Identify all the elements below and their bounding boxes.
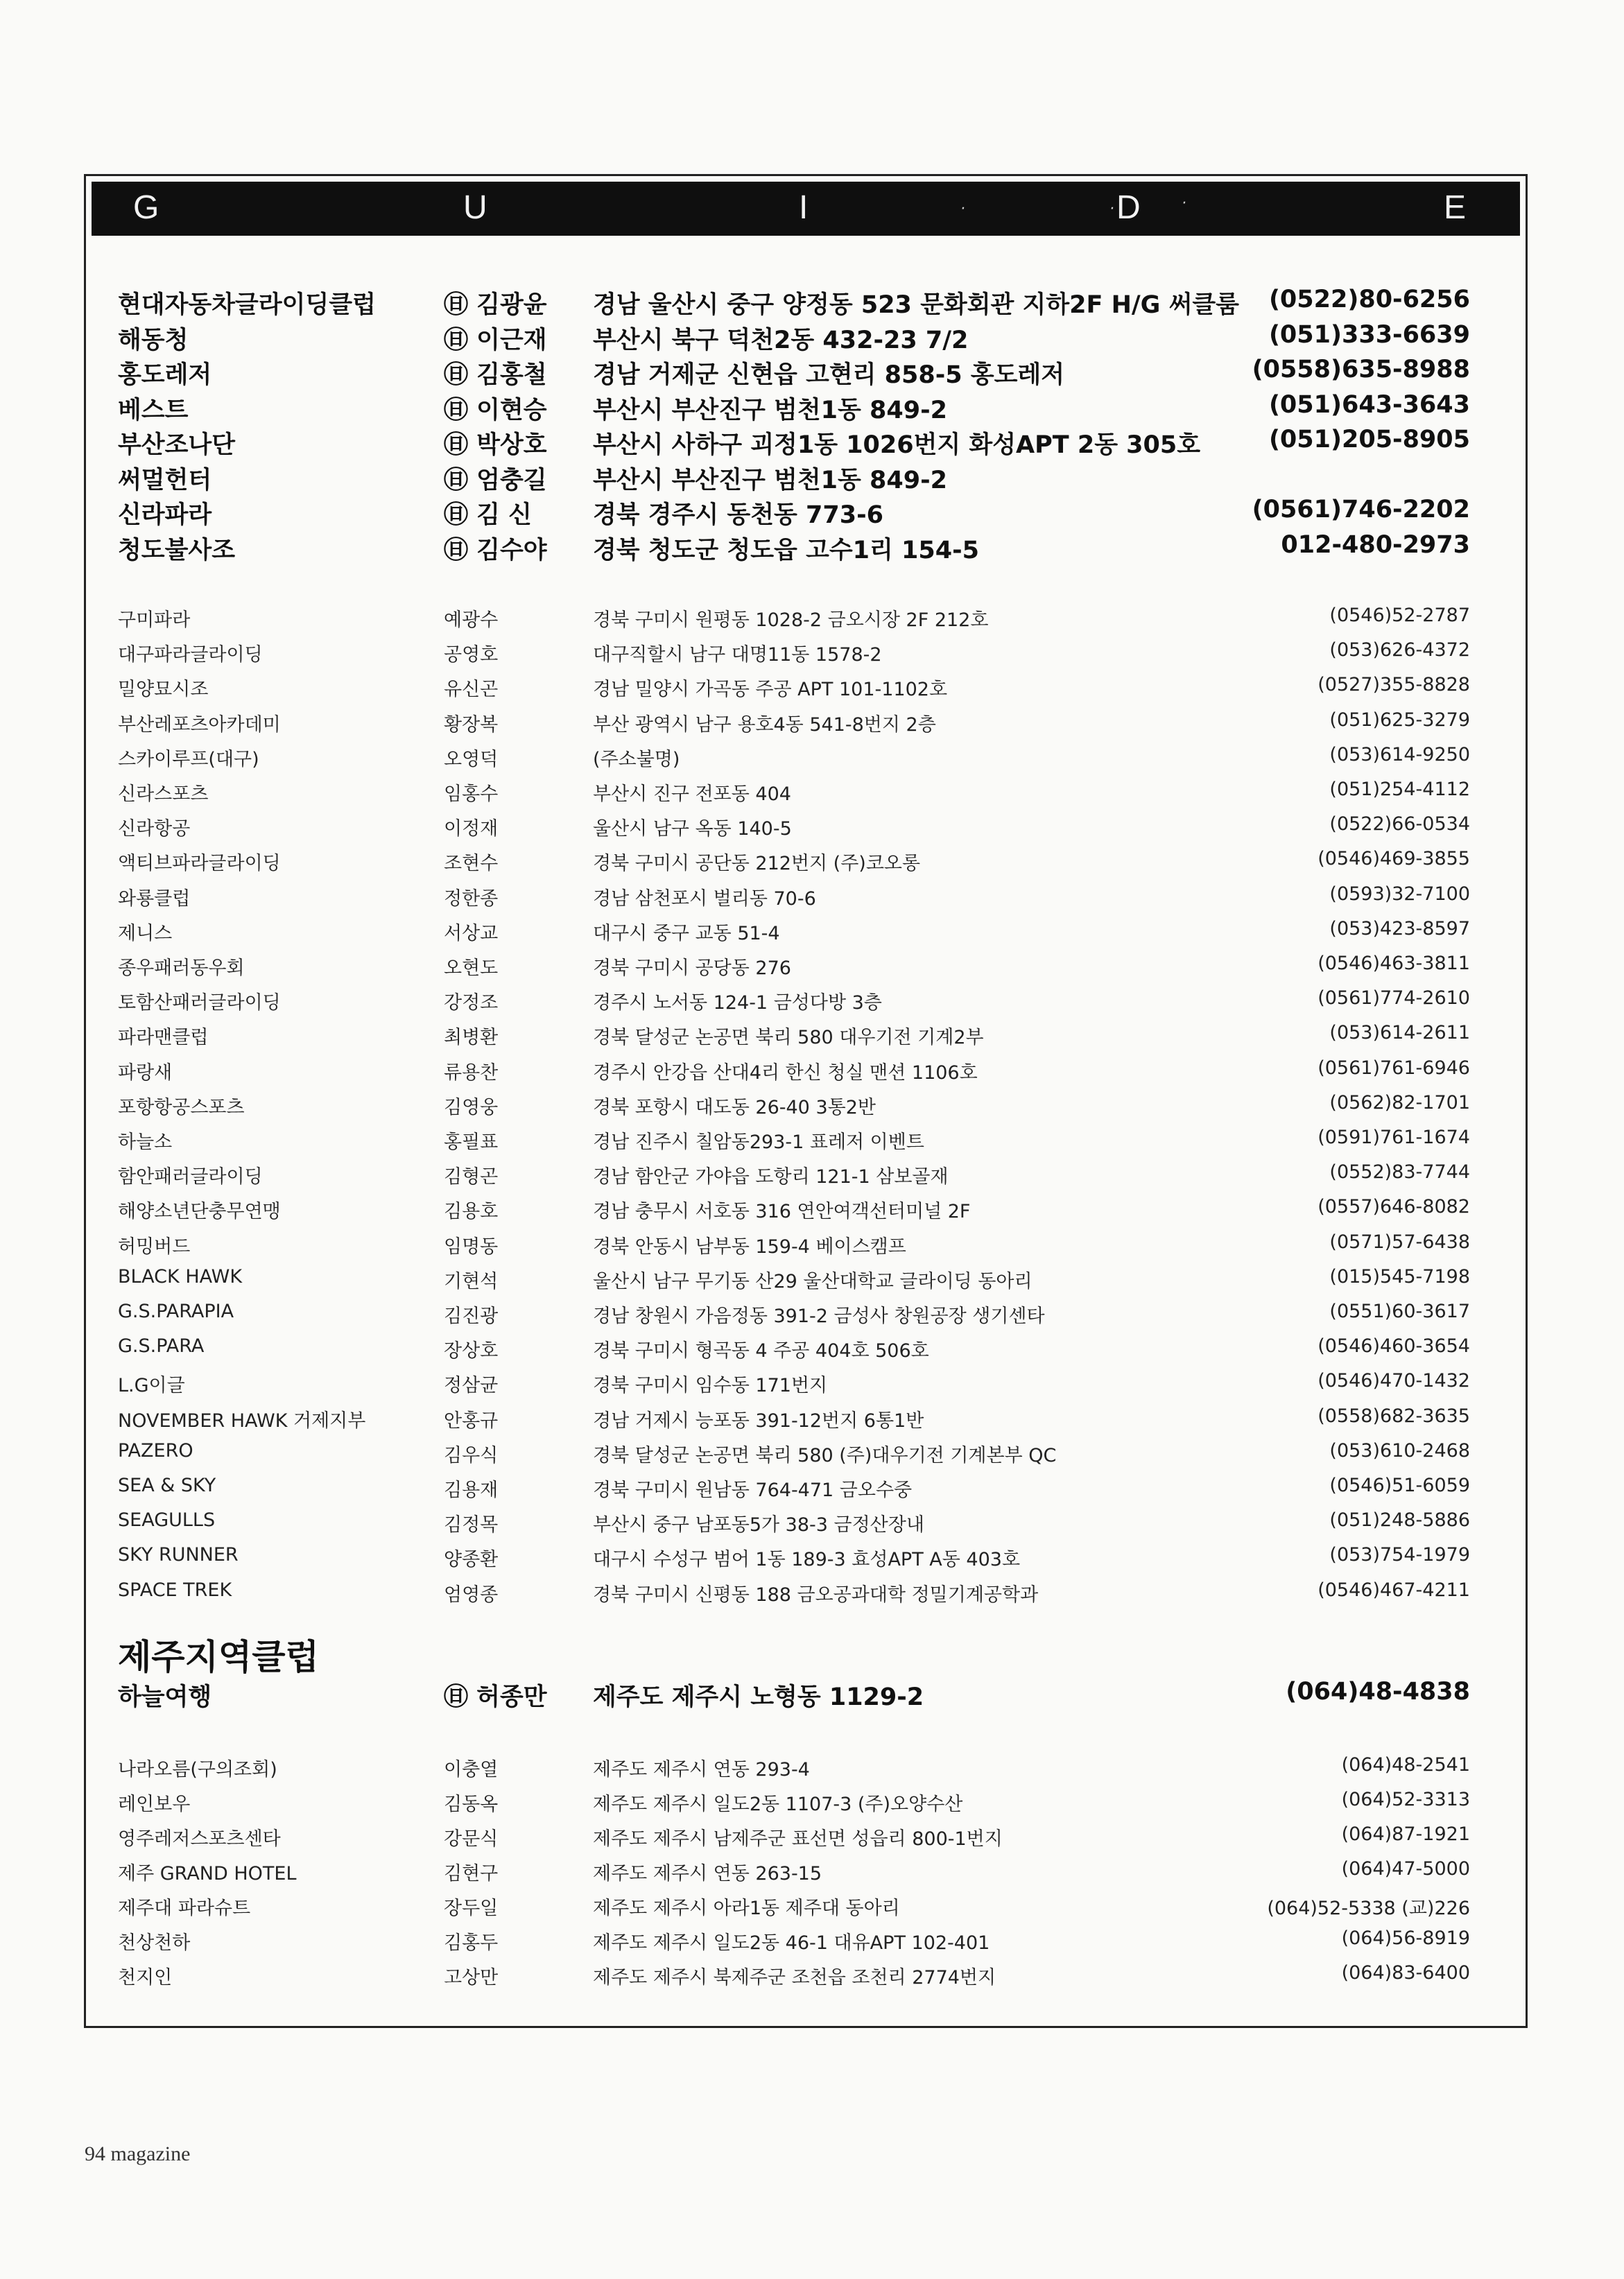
jeju-minor-club-club: 제주 GRAND HOTEL bbox=[118, 1863, 297, 1884]
minor-club-contact: 유신곤 bbox=[444, 679, 499, 701]
jeju-major-club-phone: (064)48-4838 bbox=[1286, 1678, 1470, 1706]
minor-club-contact: 양종환 bbox=[444, 1549, 499, 1571]
jeju-minor-club-contact: 장두일 bbox=[444, 1898, 499, 1919]
jeju-minor-club-phone: (064)52-5338 (교)226 bbox=[1267, 1898, 1470, 1919]
minor-club-address: 경북 포항시 대도동 26-40 3통2반 bbox=[593, 1096, 876, 1118]
major-club-address: 경남 거제군 신현읍 고현리 858-5 홍도레저 bbox=[593, 361, 1065, 389]
minor-club-contact: 김용재 bbox=[444, 1480, 499, 1501]
jeju-minor-club-phone: (064)48-2541 bbox=[1341, 1754, 1470, 1776]
minor-club-phone: (0593)32-7100 bbox=[1329, 883, 1470, 905]
minor-club-contact: 조현수 bbox=[444, 853, 499, 875]
major-club-club: 써멀헌터 bbox=[118, 466, 212, 494]
minor-club-phone: (0561)774-2610 bbox=[1318, 987, 1470, 1009]
jeju-minor-club-club: 레인보우 bbox=[118, 1794, 191, 1815]
minor-club-contact: 강정조 bbox=[444, 992, 499, 1014]
minor-club-address: 경주시 노서동 124-1 금성다방 3층 bbox=[593, 992, 882, 1014]
minor-club-club: SEA & SKY bbox=[118, 1475, 216, 1496]
major-club-contact: ㊐ 박상호 bbox=[444, 431, 547, 459]
minor-club-phone: (0527)355-8828 bbox=[1318, 674, 1470, 696]
minor-club-contact: 홍필표 bbox=[444, 1132, 499, 1153]
jeju-minor-club-club: 나라오름(구의조회) bbox=[118, 1759, 277, 1780]
major-club-club: 부산조나단 bbox=[118, 431, 236, 459]
minor-club-address: 경남 충무시 서호동 316 연안여객선터미널 2F bbox=[593, 1201, 971, 1223]
major-club-contact: ㊐ 김 신 bbox=[444, 501, 532, 529]
minor-club-address: 경남 함안군 가야읍 도항리 121-1 삼보골재 bbox=[593, 1166, 949, 1188]
minor-club-contact: 김정목 bbox=[444, 1514, 499, 1536]
minor-club-address: 경북 구미시 공당동 276 bbox=[593, 957, 791, 979]
minor-club-contact: 김진광 bbox=[444, 1306, 499, 1327]
minor-club-address: 경남 밀양시 가곡동 주공 APT 101-1102호 bbox=[593, 679, 948, 701]
minor-club-club: SPACE TREK bbox=[118, 1579, 232, 1601]
minor-club-club: 토함산패러글라이딩 bbox=[118, 992, 281, 1014]
minor-club-phone: (0546)52-2787 bbox=[1329, 605, 1470, 626]
jeju-minor-club-contact: 김동옥 bbox=[444, 1794, 499, 1815]
minor-club-club: 하늘소 bbox=[118, 1132, 173, 1153]
jeju-minor-club-club: 영주레저스포츠센타 bbox=[118, 1828, 281, 1850]
minor-club-phone: (0546)463-3811 bbox=[1318, 953, 1470, 974]
major-club-club: 해동청 bbox=[118, 326, 189, 354]
minor-club-contact: 류용찬 bbox=[444, 1061, 499, 1084]
minor-club-club: BLACK HAWK bbox=[118, 1265, 243, 1288]
minor-club-contact: 예광수 bbox=[444, 609, 499, 631]
minor-club-phone: (053)754-1979 bbox=[1329, 1544, 1470, 1566]
minor-club-phone: (0558)682-3635 bbox=[1318, 1405, 1470, 1427]
minor-club-club: 신라항공 bbox=[118, 818, 191, 840]
minor-club-phone: (053)614-2611 bbox=[1329, 1022, 1470, 1044]
jeju-minor-club-phone: (064)87-1921 bbox=[1341, 1823, 1470, 1845]
jeju-section-title: 제주지역클럽 bbox=[118, 1637, 319, 1677]
minor-club-contact: 엄영종 bbox=[444, 1584, 499, 1606]
major-club-club: 신라파라 bbox=[118, 501, 212, 529]
minor-club-address: 경북 구미시 원평동 1028-2 금오시장 2F 212호 bbox=[593, 609, 989, 631]
major-club-contact: ㊐ 이근재 bbox=[444, 326, 547, 354]
minor-club-phone: (0546)51-6059 bbox=[1329, 1475, 1470, 1496]
minor-club-address: 경남 거제시 능포동 391-12번지 6통1반 bbox=[593, 1410, 924, 1432]
jeju-minor-club-contact: 김홍두 bbox=[444, 1932, 499, 1954]
minor-club-contact: 오영덕 bbox=[444, 748, 499, 770]
jeju-minor-club-address: 제주도 제주시 연동 293-4 bbox=[593, 1759, 810, 1780]
minor-club-club: G.S.PARAPIA bbox=[118, 1301, 234, 1322]
minor-club-phone: (015)545-7198 bbox=[1329, 1265, 1470, 1288]
jeju-minor-club-address: 제주도 제주시 북제주군 조천읍 조천리 2774번지 bbox=[593, 1967, 996, 1988]
major-club-address: 부산시 사하구 괴정1동 1026번지 화성APT 2동 305호 bbox=[593, 431, 1201, 459]
minor-club-contact: 정한종 bbox=[444, 887, 499, 910]
major-club-phone: 012-480-2973 bbox=[1281, 530, 1470, 559]
major-club-address: 부산시 부산진구 범천1동 849-2 bbox=[593, 466, 947, 494]
minor-club-contact: 오현도 bbox=[444, 957, 499, 979]
minor-club-address: 경주시 안강읍 산대4리 한신 청실 맨션 1106호 bbox=[593, 1061, 978, 1084]
minor-club-address: 경북 구미시 공단동 212번지 (주)코오롱 bbox=[593, 853, 921, 875]
minor-club-phone: (0561)761-6946 bbox=[1318, 1057, 1470, 1079]
minor-club-contact: 이정재 bbox=[444, 818, 499, 840]
minor-club-address: 부산 광역시 남구 용호4동 541-8번지 2층 bbox=[593, 713, 936, 736]
minor-club-phone: (053)614-9250 bbox=[1329, 743, 1470, 765]
major-club-phone: (0561)746-2202 bbox=[1252, 496, 1470, 523]
jeju-minor-club-contact: 강문식 bbox=[444, 1828, 499, 1850]
minor-club-address: 경북 안동시 남부동 159-4 베이스캠프 bbox=[593, 1236, 906, 1258]
minor-club-contact: 공영호 bbox=[444, 644, 499, 666]
minor-club-address: 경북 달성군 논공면 북리 580 (주)대우기전 기계본부 QC bbox=[593, 1444, 1057, 1466]
minor-club-phone: (051)625-3279 bbox=[1329, 709, 1470, 731]
minor-club-club: 액티브파라글라이딩 bbox=[118, 853, 281, 875]
minor-club-phone: (0522)66-0534 bbox=[1329, 813, 1470, 835]
jeju-minor-club-contact: 고상만 bbox=[444, 1967, 499, 1988]
jeju-minor-club-address: 제주도 제주시 남제주군 표선면 성읍리 800-1번지 bbox=[593, 1828, 1003, 1850]
minor-club-club: NOVEMBER HAWK 거제지부 bbox=[118, 1410, 366, 1432]
minor-club-phone: (051)248-5886 bbox=[1329, 1509, 1470, 1532]
minor-club-phone: (0591)761-1674 bbox=[1318, 1127, 1470, 1148]
jeju-minor-club-phone: (064)52-3313 bbox=[1341, 1789, 1470, 1810]
minor-club-club: 포항항공스포츠 bbox=[118, 1096, 245, 1118]
major-club-club: 현대자동차글라이딩클럽 bbox=[118, 291, 376, 319]
minor-club-club: 파랑새 bbox=[118, 1061, 173, 1084]
minor-club-address: 경북 구미시 임수동 171번지 bbox=[593, 1375, 828, 1397]
minor-club-club: 해양소년단충무연맹 bbox=[118, 1201, 281, 1223]
minor-club-club: 구미파라 bbox=[118, 609, 191, 631]
jeju-minor-club-club: 천지인 bbox=[118, 1967, 173, 1988]
header-letter-d: D bbox=[1116, 189, 1141, 226]
minor-club-contact: 최병환 bbox=[444, 1027, 499, 1049]
minor-club-club: SEAGULLS bbox=[118, 1509, 216, 1532]
jeju-minor-club-address: 제주도 제주시 연동 263-15 bbox=[593, 1863, 822, 1884]
jeju-minor-club-club: 제주대 파라슈트 bbox=[118, 1898, 251, 1919]
minor-club-address: 경남 진주시 칠암동293-1 표레저 이벤트 bbox=[593, 1132, 924, 1153]
jeju-minor-club-phone: (064)83-6400 bbox=[1341, 1962, 1470, 1984]
major-club-address: 경남 울산시 중구 양정동 523 문화회관 지하2F H/G 써클룸 bbox=[593, 291, 1239, 319]
minor-club-contact: 김용호 bbox=[444, 1201, 499, 1223]
minor-club-contact: 김우식 bbox=[444, 1444, 499, 1466]
minor-club-club: 와룡클럽 bbox=[118, 887, 191, 910]
minor-club-contact: 임명동 bbox=[444, 1236, 499, 1258]
header-letter-i: I bbox=[799, 189, 809, 226]
minor-club-contact: 서상교 bbox=[444, 922, 499, 944]
minor-club-contact: 황장복 bbox=[444, 713, 499, 736]
major-club-contact: ㊐ 이현승 bbox=[444, 396, 547, 424]
minor-club-contact: 김형곤 bbox=[444, 1166, 499, 1188]
minor-club-contact: 임홍수 bbox=[444, 783, 499, 805]
minor-club-contact: 장상호 bbox=[444, 1340, 499, 1362]
major-club-phone: (0558)635-8988 bbox=[1252, 356, 1470, 383]
minor-club-contact: 기현석 bbox=[444, 1270, 499, 1292]
minor-club-address: (주소불명) bbox=[593, 748, 680, 770]
major-club-phone: (051)643-3643 bbox=[1268, 390, 1470, 419]
minor-club-address: 대구시 중구 교동 51-4 bbox=[593, 922, 780, 944]
minor-club-address: 대구직할시 남구 대명11동 1578-2 bbox=[593, 644, 882, 666]
header-letter-u: U bbox=[463, 189, 487, 226]
minor-club-club: 파라맨클럽 bbox=[118, 1027, 209, 1049]
header-letter-e: E bbox=[1444, 189, 1467, 226]
minor-club-address: 대구시 수성구 범어 1동 189-3 효성APT A동 403호 bbox=[593, 1549, 1021, 1571]
minor-club-phone: (0546)470-1432 bbox=[1318, 1370, 1470, 1392]
minor-club-phone: (0562)82-1701 bbox=[1329, 1091, 1470, 1113]
minor-club-club: 스카이루프(대구) bbox=[118, 748, 259, 770]
jeju-minor-club-contact: 김현구 bbox=[444, 1863, 499, 1884]
minor-club-address: 울산시 남구 옥동 140-5 bbox=[593, 818, 792, 840]
minor-club-club: PAZERO bbox=[118, 1439, 193, 1462]
jeju-minor-club-phone: (064)47-5000 bbox=[1341, 1858, 1470, 1880]
major-club-address: 경북 경주시 동천동 773-6 bbox=[593, 501, 883, 529]
minor-club-address: 경남 삼천포시 벌리동 70-6 bbox=[593, 887, 816, 910]
jeju-minor-club-address: 제주도 제주시 아라1동 제주대 동아리 bbox=[593, 1898, 900, 1919]
jeju-minor-club-address: 제주도 제주시 일도2동 1107-3 (주)오양수산 bbox=[593, 1794, 963, 1815]
major-club-club: 베스트 bbox=[118, 396, 189, 424]
minor-club-contact: 김영웅 bbox=[444, 1096, 499, 1118]
jeju-major-club-contact: ㊐ 허종만 bbox=[444, 1683, 547, 1711]
minor-club-club: G.S.PARA bbox=[118, 1335, 205, 1358]
minor-club-phone: (053)626-4372 bbox=[1329, 639, 1470, 661]
minor-club-club: SKY RUNNER bbox=[118, 1544, 239, 1566]
major-club-contact: ㊐ 김광윤 bbox=[444, 291, 547, 319]
minor-club-club: 제니스 bbox=[118, 922, 173, 944]
minor-club-address: 경북 구미시 형곡동 4 주공 404호 506호 bbox=[593, 1340, 929, 1362]
minor-club-address: 부산시 진구 전포동 404 bbox=[593, 783, 791, 805]
minor-club-club: 허밍버드 bbox=[118, 1236, 191, 1258]
minor-club-phone: (053)423-8597 bbox=[1329, 917, 1470, 939]
minor-club-address: 경북 구미시 원남동 764-471 금오수중 bbox=[593, 1480, 913, 1501]
minor-club-phone: (0546)460-3654 bbox=[1318, 1335, 1470, 1358]
minor-club-phone: (053)610-2468 bbox=[1329, 1439, 1470, 1462]
major-club-address: 부산시 북구 덕천2동 432-23 7/2 bbox=[593, 326, 969, 354]
minor-club-address: 경북 구미시 신평동 188 금오공과대학 정밀기계공학과 bbox=[593, 1584, 1039, 1606]
minor-club-phone: (0546)467-4211 bbox=[1318, 1579, 1470, 1601]
jeju-minor-club-contact: 이충열 bbox=[444, 1759, 499, 1780]
jeju-minor-club-address: 제주도 제주시 일도2동 46-1 대유APT 102-401 bbox=[593, 1932, 990, 1954]
minor-club-phone: (0552)83-7744 bbox=[1329, 1161, 1470, 1184]
minor-club-phone: (051)254-4112 bbox=[1329, 779, 1470, 800]
minor-club-club: 신라스포츠 bbox=[118, 783, 209, 805]
minor-club-club: 함안패러글라이딩 bbox=[118, 1166, 263, 1188]
major-club-contact: ㊐ 김홍철 bbox=[444, 361, 547, 389]
minor-club-club: L.G이글 bbox=[118, 1375, 185, 1397]
minor-club-address: 경남 창원시 가음정동 391-2 금성사 창원공장 생기센타 bbox=[593, 1306, 1045, 1327]
jeju-minor-club-phone: (064)56-8919 bbox=[1341, 1927, 1470, 1949]
major-club-club: 청도불사조 bbox=[118, 536, 236, 564]
header-dot: · bbox=[1109, 200, 1114, 218]
major-club-phone: (051)205-8905 bbox=[1268, 426, 1470, 453]
jeju-minor-club-club: 천상천하 bbox=[118, 1932, 191, 1954]
minor-club-contact: 정삼균 bbox=[444, 1375, 499, 1397]
minor-club-contact: 안홍규 bbox=[444, 1410, 499, 1432]
jeju-major-club-address: 제주도 제주시 노형동 1129-2 bbox=[593, 1683, 924, 1711]
major-club-contact: ㊐ 김수야 bbox=[444, 536, 547, 564]
major-club-address: 부산시 부산진구 범천1동 849-2 bbox=[593, 396, 947, 424]
minor-club-address: 경북 달성군 논공면 북리 580 대우기전 기계2부 bbox=[593, 1027, 984, 1049]
header-dot: · bbox=[960, 200, 965, 218]
major-club-contact: ㊐ 엄충길 bbox=[444, 466, 547, 494]
minor-club-phone: (0571)57-6438 bbox=[1329, 1231, 1470, 1253]
minor-club-address: 부산시 중구 남포동5가 38-3 금정산장내 bbox=[593, 1514, 924, 1536]
minor-club-club: 종우패러동우회 bbox=[118, 957, 245, 979]
major-club-club: 홍도레저 bbox=[118, 361, 212, 389]
minor-club-address: 울산시 남구 무기동 산29 울산대학교 글라이딩 동아리 bbox=[593, 1270, 1033, 1292]
header-dot: · bbox=[1182, 195, 1186, 212]
minor-club-club: 밀양묘시조 bbox=[118, 679, 209, 701]
minor-club-phone: (0546)469-3855 bbox=[1318, 848, 1470, 870]
major-club-phone: (0522)80-6256 bbox=[1268, 286, 1470, 313]
minor-club-phone: (0557)646-8082 bbox=[1318, 1196, 1470, 1218]
minor-club-club: 대구파라글라이딩 bbox=[118, 644, 263, 666]
page-footer: 94 magazine bbox=[85, 2142, 191, 2165]
major-club-phone: (051)333-6639 bbox=[1268, 320, 1470, 349]
major-club-address: 경북 청도군 청도읍 고수1리 154-5 bbox=[593, 536, 979, 564]
header-letter-g: G bbox=[133, 189, 159, 226]
jeju-major-club-club: 하늘여행 bbox=[118, 1683, 212, 1711]
minor-club-club: 부산레포츠아카데미 bbox=[118, 713, 281, 736]
minor-club-phone: (0551)60-3617 bbox=[1329, 1301, 1470, 1322]
